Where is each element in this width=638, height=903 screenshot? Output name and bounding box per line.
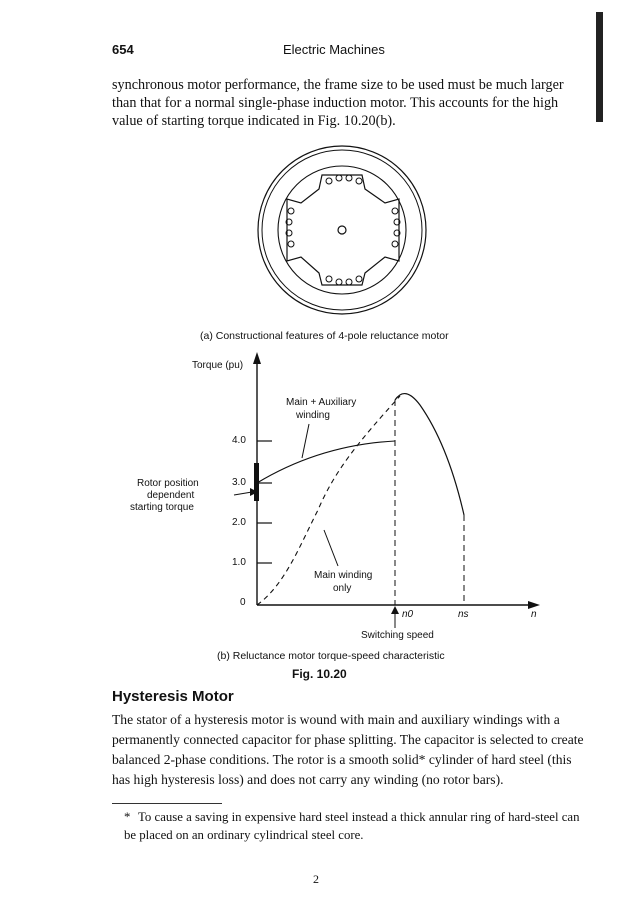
y-axis-label: Torque (pu): [192, 360, 244, 371]
y-tick-0: 0: [240, 597, 246, 608]
rotor-label-2: dependent: [147, 490, 195, 501]
page-number: 654: [112, 42, 134, 57]
paragraph-1: synchronous motor performance, the frame size to be used must be much larger than that for a normal single-phase induction motor. This accounts for the high value of starting torque indicated in Fig. 10.20(b).: [112, 77, 564, 129]
x-axis-arrow: [528, 601, 540, 609]
x-tick-ns: ns: [458, 609, 469, 620]
switching-speed-label: Switching speed: [361, 630, 434, 641]
figure-b-caption: (b) Reluctance motor torque-speed characteristic: [217, 650, 445, 662]
switching-arrow: [391, 606, 399, 628]
section-title: Hysteresis Motor: [112, 688, 234, 705]
y-tick-1: 1.0: [232, 557, 246, 568]
rotor-label-3: starting torque: [130, 502, 194, 513]
running-title: Electric Machines: [283, 42, 385, 57]
figure-number: Fig. 10.20: [292, 667, 347, 681]
x-axis: [257, 601, 540, 609]
y-tick-4: 4.0: [232, 435, 246, 446]
footnote-text: To cause a saving in expensive hard steel instead a thick annular ring of hard-steel can be placed on an ordinary cylindrical steel core.: [124, 810, 580, 842]
paragraph-2: The stator of a hysteresis motor is wound with main and auxiliary windings with a permanently connected capacitor for phase splitting. The capacitor is selected to create balanced 2-phase conditions. The rotor is a smooth solid* cylinder of hard steel (this has high hysteresis loss) and does not carry any winding (no rotor bars).: [112, 712, 584, 787]
series-main-aux-curve: [257, 441, 395, 483]
main-only-label-2: only: [333, 583, 352, 594]
rotor-label-1: Rotor position: [137, 478, 199, 489]
y-tick-3: 3.0: [232, 477, 246, 488]
y-tick-marks: [257, 441, 272, 563]
series-breakdown-curve: [395, 394, 464, 515]
figure-a-caption: (a) Constructional features of 4-pole reluctance motor: [200, 330, 449, 342]
main-aux-label-1: Main + Auxiliary: [286, 397, 357, 408]
footnote-rule: [112, 803, 222, 804]
main-only-label-1: Main winding: [314, 570, 373, 581]
footnote: [124, 808, 594, 844]
x-tick-n: n: [531, 609, 537, 620]
footnote-marker: *: [124, 810, 131, 824]
x-tick-n0: n0: [402, 609, 414, 620]
page-footer-number: 2: [313, 872, 319, 886]
y-axis-arrow: [253, 352, 261, 364]
main-aux-label-2: winding: [296, 410, 330, 421]
main-only-pointer: [324, 530, 338, 566]
y-tick-2: 2.0: [232, 517, 246, 528]
main-aux-pointer: [302, 424, 309, 458]
